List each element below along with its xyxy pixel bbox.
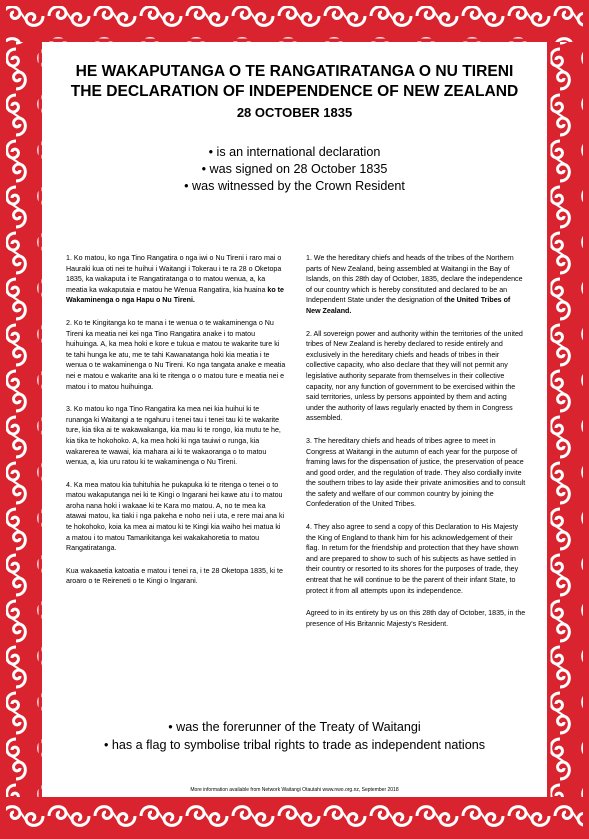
maori-paragraph-5: Kua wakaaetia katoatia e matou i tenei ra, i te 28 Oketopa 1835, ki te aroaro o te Reireneti o te Kingi o Ingarani. [66, 566, 283, 586]
english-paragraph-5: Agreed to in its entirety by us on this 28th day of October, 1835, in the presence of His Britannic Majesty's Resident. [306, 609, 526, 628]
english-text-column [306, 253, 526, 641]
declaration-date: 28 OCTOBER 1835 [236, 105, 353, 120]
maori-paragraph-4: 4. Ka mea matou kia tuhituhia he pukapuka ki te ritenga o tenei o to matou wakaputanga nei ki te Kingi o Ingarani hei kawe atu i to matou aroha nana hoki i wakaae ki te Kara mo matou. A, no te mea ka atawai matou, ka tiaki i nga pakeha e noho nei i uta, e rere mai ana ki te hokohoko, koia ka mea ai matou ki te Kingi kia waiho hei matua ki a matou i to matou Tamarikitanga kei wakakahoretia to matou Rangatiratanga. [66, 480, 285, 553]
english-paragraph-4: 4. They also agree to send a copy of this Declaration to His Majesty the King of England to thank him for his acknowledgement of their flag. In return for the friendship and protection that they have shown and are prepared to show to such of his subjects as have settled in their country or resorted to its shores for the purposes of trade, they entreat that he will continue to be the parent of their infant State, to protect it from all attempts upon its independence. [306, 523, 519, 595]
maori-text-column [66, 253, 286, 641]
closing-bullets [52, 718, 537, 754]
footer-note: More information available from Network Waitangi Otautahi www.nwo.org.nz, September 2018 [190, 787, 399, 793]
english-paragraph-1 [306, 253, 526, 317]
maori-paragraph-2: 2. Ko te Kingitanga ko te mana i te wenua o te wakaminenga o Nu Tireni ka meatia nei kei nga Tino Rangatira anake i to matou huihuinga. A, ka mea hoki e kore e tukua e matou te wakarite ture ki te tahi hunga ke atu, me te tahi Kawanatanga hoki kia meatia i te wenua o te wakaminenga o Nu Tireni. Ko nga tangata anake e meatia nei e matou e wakarite ana ki te ritenga o o matou ture e meatia nei e matou i to matou huihuinga. [66, 318, 286, 391]
intro-bullets [52, 144, 537, 195]
closing-bullet: • was the forerunner of the Treaty of Waitangi [168, 720, 421, 734]
maori-paragraph-1-text: 1. Ko matou, ko nga Tino Rangatira o nga iwi o Nu Tireni i raro mai o Hauraki kua oti nei te huihui i Waitangi i Tokerau i te ra 28 o Oketopa 1835, ka wakaputa i te Rangatiratanga o to matou wenua, a, ka meatia ka wakaputaia e matou he Wenua Rangatira, kia huaina [66, 254, 282, 294]
maori-paragraph-1 [66, 253, 286, 306]
english-paragraph-1-text: 1. We the hereditary chiefs and heads of the tribes of the Northern parts of New Zealand, being assembled at Waitangi in the Bay of Islands, on this 28th day of October, 1835, declare the independence of our country which is hereby constituted and declared to be an Independent State under the designation of [306, 254, 523, 305]
english-paragraph-1-bold: the United Tribes of New Zealand. [306, 296, 511, 315]
intro-bullet: • was witnessed by the Crown Resident [184, 179, 405, 193]
intro-bullet: • is an international declaration [208, 145, 381, 159]
intro-bullet: • was signed on 28 October 1835 [201, 162, 388, 176]
english-paragraph-2: 2. All sovereign power and authority within the territories of the united tribes of New Zealand is hereby declared to reside entirely and exclusively in the hereditary chiefs and heads of tribes in their collective capacity, who also declare that they will not permit any legislative authority separate from themselves in their collective capacity, nor any function of government to be exercised within the said territories, unless by persons appointed by them and acting under the authority of laws regularly enacted by them in Congress assembled. [306, 329, 523, 423]
english-paragraph-3: 3. The hereditary chiefs and heads of tribes agree to meet in Congress at Waitangi in the autumn of each year for the purpose of framing laws for the dispensation of justice, the preservation of peace and good order, and the regulation of trade. They also cordially invite the southern tribes to lay aside their private animosities and to consult the safety and welfare of our common country by joining the Confederation of the United Tribes. [306, 436, 526, 509]
maori-paragraph-3: 3. Ko matou ko nga Tino Rangatira ka mea nei kia huihui ki te runanga ki Waitangi a te ngahuru i tenei tau i tenei tau ki te wakarite ture, kia tika ai te wakawakanga, kia mau ki te rongo, kia mutu te he, kia tika te hokohoko. A, ka mea hoki ki nga tauiwi o runga, kia wakarerea te wawai, kia mahara ai ki te wakaoranga o to matou wenua, a, kia uru ratou ki te wakaminenga o Nu Tireni. [66, 405, 281, 467]
poster-content [52, 62, 537, 802]
text-columns [66, 253, 526, 641]
closing-bullet: • has a flag to symbolise tribal rights to trade as independent nations [103, 738, 486, 752]
title-maori: HE WAKAPUTANGA O TE RANGATIRATANGA O NU TIRENI [75, 63, 514, 80]
title-english: THE DECLARATION OF INDEPENDENCE OF NEW ZEALAND [70, 83, 519, 100]
maori-paragraph-1-bold: ko te Wakaminenga o nga Hapu o Nu Tireni. [66, 285, 284, 305]
